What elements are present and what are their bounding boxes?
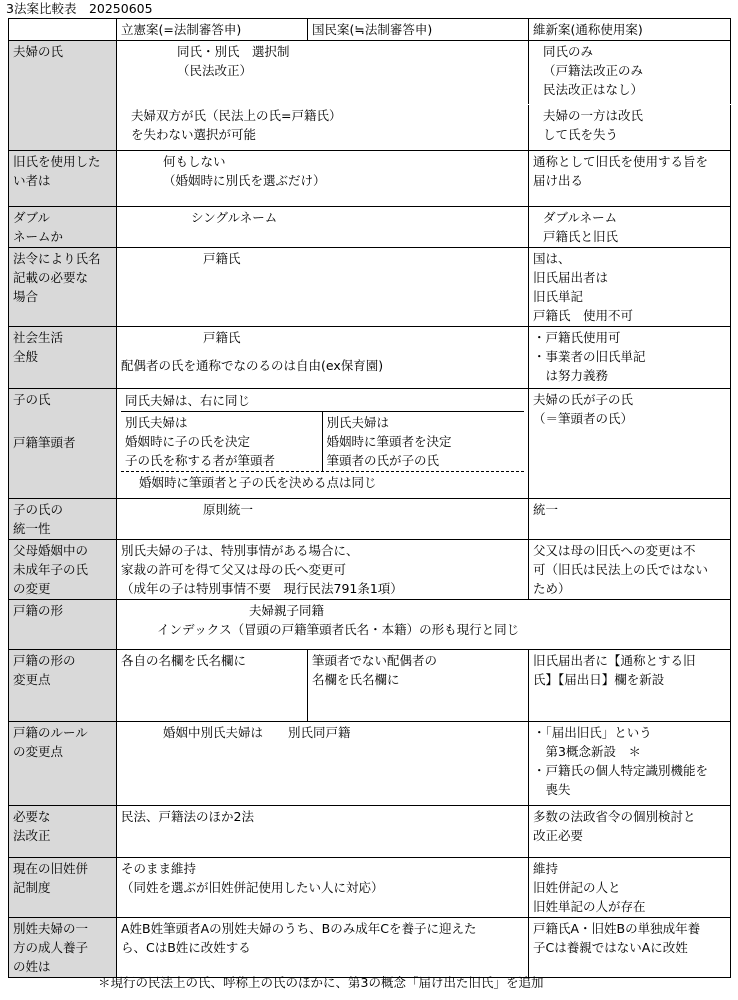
kyushi-common: 何もしない （婚姻時に別氏を選ぶだけ）: [117, 151, 529, 207]
row-label: 戸籍のルール の変更点: [9, 722, 117, 806]
katachi-line2: インデックス（冒頭の戸籍筆頭者氏名・本籍）の形も現行と同じ: [157, 622, 520, 637]
shakai-ishin: ・戸籍氏使用可 ・事業者の旧氏単記 は努力義務: [529, 327, 731, 389]
header-rikken: 立憲案(=法制審答申): [117, 19, 308, 41]
row-shakai: [9, 327, 731, 389]
row-fufu: [9, 41, 731, 105]
row-fufu-b: [9, 105, 731, 151]
konouji-common: [117, 389, 529, 499]
heiki-ishin: 維持 旧姓併記の人と 旧姓単記の人が存在: [529, 858, 731, 918]
row-label: 旧氏を使用した い者は: [9, 151, 117, 207]
rule-ishin: ・「届出旧氏」という 第3概念新設 ＊ ・戸籍氏の個人特定識別機能を 喪失: [529, 722, 731, 806]
konouji-ishin: 夫婦の氏が子の氏 （＝筆頭者の氏）: [529, 389, 731, 499]
double-common: シングルネーム: [117, 207, 529, 248]
yoshi-common: A姓B姓筆頭者Aの別姓夫婦のうち、Bのみ成年Cを養子に迎えた ら、CはB姓に改姓する: [117, 918, 529, 978]
row-katachi: [9, 600, 731, 650]
row-henkou: [9, 650, 731, 722]
row-konouji: [9, 389, 731, 499]
row-label: 別姓夫婦の一 方の成人養子 の姓は: [9, 918, 117, 978]
heiki-common: そのまま維持 （同姓を選ぶが旧姓併記使用したい人に対応）: [117, 858, 529, 918]
yoshi-ishin: 戸籍氏A・旧姓Bの単独成年養 子Cは養親ではないAに改姓: [529, 918, 731, 978]
katachi-line1: 夫婦親子同籍: [249, 603, 325, 618]
mishonen-ishin: 父又は母の旧氏への変更は不 可（旧氏は民法上の氏ではない ため）: [529, 540, 731, 600]
row-label: 社会生活 全般: [9, 327, 117, 389]
toitsu-common: 原則統一: [117, 499, 529, 540]
row-kaisei: [9, 806, 731, 858]
henkou-ishin: 旧氏届出者に【通称とする旧 氏】【届出日】欄を新設: [529, 650, 731, 722]
row-yoshi: [9, 918, 731, 978]
row-label: 戸籍の形: [9, 600, 117, 650]
shakai-common-a: 戸籍氏: [203, 330, 241, 345]
rule-common: 婚姻中別氏夫婦は 別氏同戸籍: [117, 722, 529, 806]
row-toitsu: [9, 499, 731, 540]
row-mishonen: [9, 540, 731, 600]
konouji-kokumin: 別氏夫婦は 婚姻時に筆頭者を決定 筆頭者の氏が子の氏: [326, 415, 452, 468]
row-label: ダブル ネームか: [9, 207, 117, 248]
katachi-common: [117, 600, 731, 650]
row-double: [9, 207, 731, 248]
fufu-common-b: 夫婦双方が氏（民法上の氏=戸籍氏） を失わない選択が可能: [117, 105, 529, 151]
double-ishin: ダブルネーム 戸籍氏と旧氏: [529, 207, 731, 248]
row-label: 必要な 法改正: [9, 806, 117, 858]
fufu-ishin-b: 夫婦の一方は改氏 して氏を失う: [529, 105, 731, 151]
row-label: 子の氏 戸籍筆頭者: [9, 389, 117, 499]
shakai-common: [117, 327, 529, 389]
row-label: 法令により氏名 記載の必要な 場合: [9, 248, 117, 327]
fufu-common-a: 同氏・別氏 選択制 （民法改正）: [117, 41, 529, 105]
footnote: ＊現行の民法上の氏、呼称上の氏のほかに、第3の概念「届け出た旧氏」を追加: [98, 975, 544, 990]
row-label: 父母婚姻中の 未成年子の氏 の変更: [9, 540, 117, 600]
konouji-common-top: 同氏夫婦は、右に同じ: [121, 390, 524, 412]
henkou-kokumin: 筆頭者でない配偶者の 名欄を氏名欄に: [308, 650, 529, 722]
konouji-rikken: 別氏夫婦は 婚姻時に子の氏を決定 子の氏を称する者が筆頭者: [121, 412, 323, 471]
mishonen-common: 別氏夫婦の子は、特別事情がある場合に、 家裁の許可を得て父又は母の氏へ変更可 （成年の子は特別事情不要 現行民法791条1項）: [117, 540, 529, 600]
konouji-common-bottom: 婚姻時に筆頭者と子の氏を決める点は同じ: [139, 475, 377, 490]
row-label: 夫婦の氏: [9, 41, 117, 151]
header-blank: [9, 19, 117, 41]
kaisei-ishin: 多数の法政省令の個別検討と 改正必要: [529, 806, 731, 858]
row-label: 子の氏の 統一性: [9, 499, 117, 540]
toitsu-ishin: 統一: [529, 499, 731, 540]
shakai-common-b: 配偶者の氏を通称でなのるのは自由(ex保育園): [121, 358, 384, 373]
header-row: [9, 19, 731, 41]
kaisei-common: 民法、戸籍法のほか2法: [117, 806, 529, 858]
kyushi-ishin: 通称として旧氏を使用する旨を 届け出る: [529, 151, 731, 207]
horei-ishin: 国は、 旧氏届出者は 旧氏単記 戸籍氏 使用不可: [529, 248, 731, 327]
row-rule: [9, 722, 731, 806]
henkou-rikken: 各自の名欄を氏名欄に: [117, 650, 308, 722]
document-title: 3法案比較表 20250605: [6, 1, 153, 16]
row-label: 現在の旧姓併 記制度: [9, 858, 117, 918]
fufu-ishin-a: 同氏のみ （戸籍法改正のみ 民法改正はなし）: [529, 41, 731, 105]
row-label: 戸籍の形の 変更点: [9, 650, 117, 722]
row-horei: [9, 248, 731, 327]
header-kokumin: 国民案(≒法制審答申): [308, 19, 529, 41]
row-kyushi: [9, 151, 731, 207]
row-heiki: [9, 858, 731, 918]
comparison-table: [8, 18, 731, 978]
header-ishin: 維新案(通称使用案): [529, 19, 731, 41]
horei-common: 戸籍氏: [117, 248, 529, 327]
